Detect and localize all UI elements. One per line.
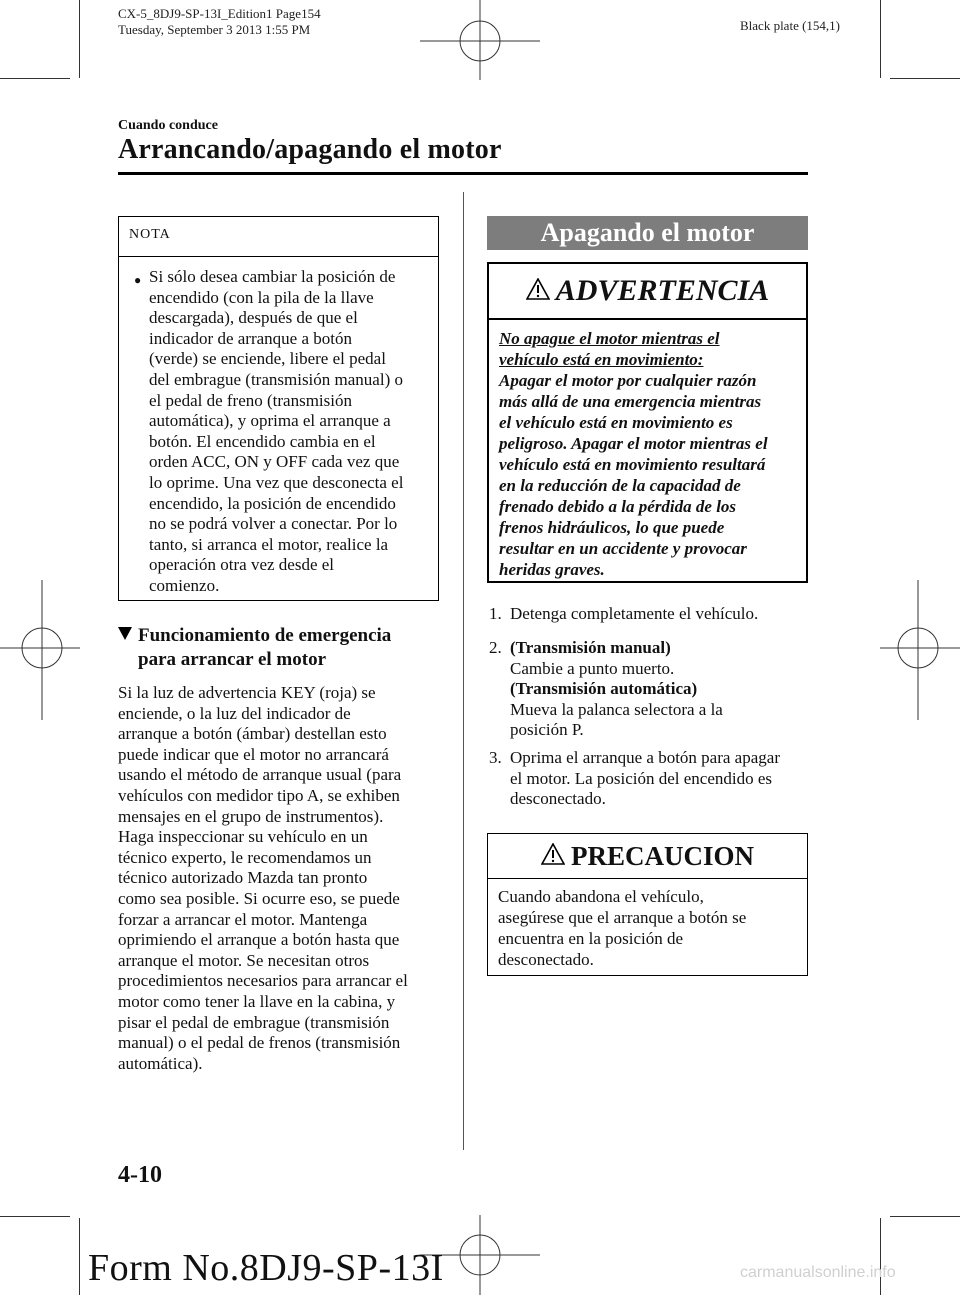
page-number: 4-10 [118, 1162, 162, 1188]
triangle-down-icon [118, 627, 132, 640]
step-line: Mueva la palanca selectora a la [510, 699, 723, 719]
emergency-line: manual) o el pedal de frenos (transmisión [118, 1033, 401, 1053]
note-line: indicador de arranque a botón [149, 328, 352, 348]
step-number: 1. [489, 604, 502, 623]
page-title: Arrancando/apagando el motor [118, 134, 502, 165]
emergency-line: técnico autorizado Mazda tan pronto [118, 868, 368, 888]
step-line: posición P. [510, 720, 584, 740]
warning-body [489, 320, 806, 580]
note-line: orden ACC, ON y OFF cada vez que [149, 452, 400, 472]
warning-line: vehículo está en movimiento resultará [499, 455, 766, 474]
step-1 [487, 604, 812, 626]
step-line: el motor. La posición del encendido es [510, 768, 773, 788]
note-line: no se podrá volver a conectar. Por lo [149, 514, 398, 534]
warning-box [487, 262, 808, 583]
note-line: encendido, la posición de encendido [149, 493, 396, 513]
note-line: lo oprime. Una vez que desconecta el [149, 472, 404, 492]
step-label-automatic: (Transmisión automática) [510, 679, 698, 699]
emergency-line: arranque a botón (ámbar) destellan esto [118, 724, 387, 744]
caution-line: encuentra en la posición de [498, 929, 684, 948]
note-line: encendido (con la pila de la llave [149, 287, 374, 307]
warning-underlined-line: vehículo está en movimiento: [499, 350, 704, 369]
crop-mark [79, 0, 80, 78]
print-meta-line2: Tuesday, September 3 2013 1:55 PM [118, 22, 311, 37]
emergency-line: procedimientos necesarios para arrancar el [118, 971, 408, 991]
step-text: Detenga completamente el vehículo. [510, 604, 759, 623]
note-line: tanto, si arranca el motor, realice la [149, 534, 389, 554]
caution-triangle-icon [541, 843, 565, 870]
emergency-line: mensajes en el grupo de instrumentos). [118, 806, 384, 826]
caution-line: Cuando abandona el vehículo, [498, 887, 704, 906]
note-line: Si sólo desea cambiar la posición de [149, 267, 396, 286]
section-banner: Apagando el motor [487, 216, 808, 250]
caution-body [488, 879, 807, 970]
caution-line: asegúrese que el arranque a botón se [498, 908, 747, 927]
step-label-manual: (Transmisión manual) [510, 638, 671, 657]
caution-box [487, 833, 808, 976]
title-rule [118, 172, 808, 175]
print-meta-line1: CX-5_8DJ9-SP-13I_Edition1 Page154 [118, 6, 321, 21]
emergency-line: pisar el pedal de embrague (transmisión [118, 1012, 390, 1032]
emergency-line: automática). [118, 1053, 203, 1073]
emergency-line: como sea posible. Si ocurre eso, se puede [118, 888, 400, 908]
caution-title: PRECAUCION [570, 840, 754, 871]
emergency-line: forzar a arrancar el motor. Mantenga [118, 909, 368, 929]
emergency-paragraph [118, 683, 448, 1074]
emergency-line: vehículos con medidor tipo A, se exhiben [118, 785, 400, 805]
note-line: descargada), después de que el [149, 308, 358, 328]
step-2 [487, 638, 812, 742]
note-bullet-icon: ● [134, 273, 142, 287]
crop-mark [890, 1216, 960, 1217]
note-box [118, 216, 439, 601]
note-line: el pedal de freno (transmisión [149, 390, 352, 410]
emergency-line: motor como tener la llave en la cabina, y [118, 991, 396, 1011]
registration-target-left [0, 580, 80, 720]
warning-triangle-icon [526, 278, 550, 305]
note-line: operación otra vez desde el [149, 555, 335, 575]
column-divider [463, 192, 464, 1150]
warning-line: frenado debido a la pérdida de los [499, 497, 737, 516]
registration-target-right [880, 580, 960, 720]
warning-line: peligroso. Apagar el motor mientras el [499, 434, 768, 453]
emergency-heading-line2: para arrancar el motor [138, 649, 327, 670]
crop-mark [0, 1216, 70, 1217]
emergency-line: Si la luz de advertencia KEY (roja) se [118, 683, 376, 702]
form-number: Form No.8DJ9-SP-13I [88, 1247, 444, 1289]
warning-line: más allá de una emergencia mientras [499, 392, 762, 411]
note-text [149, 267, 434, 597]
note-line: automática), y oprima el arranque a [149, 411, 391, 431]
step-number: 3. [489, 748, 502, 767]
note-body [119, 257, 438, 597]
warning-line: resultar en un accidente y provocar [499, 539, 747, 558]
warning-underlined-line: No apague el motor mientras el [499, 329, 720, 348]
emergency-line: Haga inspeccionar su vehículo en un [118, 827, 368, 847]
note-line: del embrague (transmisión manual) o [149, 369, 403, 389]
step-text [510, 748, 815, 810]
emergency-line: puede indicar que el motor no arrancará [118, 744, 389, 764]
emergency-line: oprimiendo el arranque a botón hasta que [118, 930, 400, 950]
caution-header [488, 834, 807, 879]
warning-line: el vehículo está en movimiento es [499, 413, 733, 432]
note-line: botón. El encendido cambia en el [149, 431, 376, 451]
warning-header [489, 264, 806, 320]
crop-mark [79, 1218, 80, 1295]
warning-line: en la reducción de la capacidad de [499, 476, 741, 495]
warning-line: Apagar el motor por cualquier razón [499, 371, 757, 390]
note-line: (verde) se enciende, libere el pedal [149, 349, 386, 369]
crop-mark [880, 0, 881, 78]
section-label: Cuando conduce [118, 118, 218, 133]
caution-line: desconectado. [498, 950, 594, 969]
warning-line: frenos hidráulicos, lo que puede [499, 518, 725, 537]
emergency-line: arranque el motor. Se necesitan otros [118, 950, 370, 970]
crop-mark [890, 78, 960, 79]
emergency-line: técnico experto, le recomendamos un [118, 847, 372, 867]
watermark: carmanualsonline.info [740, 1264, 896, 1281]
print-meta [118, 6, 321, 38]
note-heading: NOTA [119, 217, 438, 257]
emergency-line: enciende, o la luz del indicador de [118, 703, 351, 723]
emergency-heading-line1: Funcionamiento de emergencia [138, 625, 392, 646]
step-3 [487, 748, 812, 812]
step-line: Cambie a punto muerto. [510, 658, 675, 678]
registration-target-top [420, 0, 540, 80]
step-text [510, 638, 810, 741]
emergency-heading [118, 624, 448, 672]
warning-line: heridas graves. [499, 560, 605, 579]
step-line: Oprima el arranque a botón para apagar [510, 748, 780, 767]
crop-mark [880, 1218, 881, 1295]
black-plate-label: Black plate (154,1) [740, 18, 840, 33]
step-line: desconectado. [510, 789, 606, 809]
crop-mark [0, 78, 70, 79]
emergency-line: usando el método de arranque usual (para [118, 765, 402, 785]
note-line: comienzo. [149, 575, 220, 595]
step-number: 2. [489, 638, 502, 657]
warning-title: ADVERTENCIA [555, 274, 770, 307]
